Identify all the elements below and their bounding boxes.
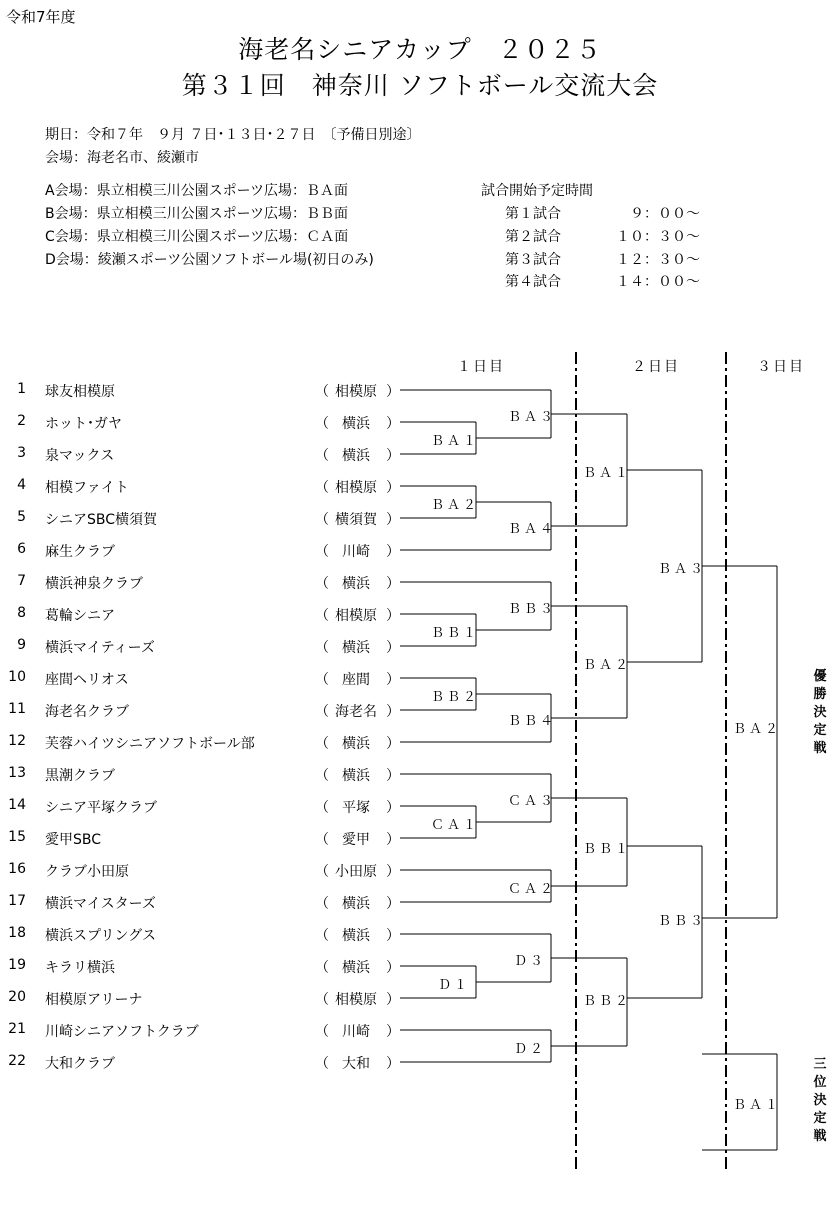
- team-number: 9: [17, 637, 26, 653]
- paren-open: （: [315, 512, 329, 528]
- team-area: 川崎: [342, 1024, 370, 1040]
- team-number: 19: [8, 957, 26, 973]
- court-b: B会場：県立相模三川公園スポーツ広場：ＢＢ面: [45, 206, 349, 222]
- team-number: 16: [8, 861, 26, 877]
- team-number: 10: [8, 669, 26, 685]
- team-number: 2: [17, 413, 26, 429]
- match-label: ＣＡ２: [508, 882, 557, 897]
- team-name: クラブ小田原: [45, 864, 129, 880]
- paren-close: ）: [386, 640, 400, 656]
- team-area: 愛甲: [342, 832, 370, 848]
- paren-close: ）: [386, 1024, 400, 1040]
- paren-open: （: [315, 672, 329, 688]
- team-area: 相模原: [335, 608, 377, 624]
- paren-close: ）: [386, 448, 400, 464]
- schedule-label: 第１試合: [505, 206, 561, 222]
- paren-open: （: [315, 384, 329, 400]
- schedule-label: 第３試合: [505, 252, 561, 268]
- team-name: キラリ横浜: [45, 960, 115, 976]
- paren-open: （: [315, 864, 329, 880]
- match-label: ＢＢ３: [508, 602, 557, 617]
- paren-open: （: [315, 544, 329, 560]
- schedule-time: １２：３０～: [616, 252, 700, 268]
- team-name: 葛輪シニア: [45, 608, 115, 624]
- paren-close: ）: [386, 672, 400, 688]
- paren-close: ）: [386, 608, 400, 624]
- court-d: D会場：綾瀬スポーツ公園ソフトボール場(初日のみ): [45, 252, 374, 268]
- team-name: 大和クラブ: [45, 1056, 115, 1072]
- dates-info: 期日：令和７年 ９月 ７日･１３日･２７日 〔予備日別途〕: [45, 127, 421, 143]
- team-name: 横浜神泉クラブ: [45, 576, 143, 592]
- match-label: ＢＢ２: [583, 994, 632, 1009]
- paren-close: ）: [386, 736, 400, 752]
- match-label: ＢＡ１: [583, 466, 632, 481]
- paren-open: （: [315, 992, 329, 1008]
- paren-close: ）: [386, 768, 400, 784]
- schedule-time: １４：００～: [616, 274, 700, 290]
- team-name: 芙蓉ハイツシニアソフトボール部: [45, 736, 255, 752]
- paren-close: ）: [386, 896, 400, 912]
- team-area: 横浜: [342, 896, 370, 912]
- schedule-label: 第２試合: [505, 229, 561, 245]
- paren-open: （: [315, 928, 329, 944]
- team-name: 相模ファイト: [45, 480, 129, 496]
- match-label: ＢＢ３: [658, 914, 707, 929]
- court-a: A会場：県立相模三川公園スポーツ広場：ＢＡ面: [45, 183, 349, 199]
- team-area: 横浜: [342, 416, 370, 432]
- page-title: 海老名シニアカップ ２０２５: [238, 35, 602, 64]
- team-name: 泉マックス: [45, 448, 115, 464]
- team-name: シニアSBC横須賀: [45, 512, 158, 528]
- match-label: ＢＢ１: [583, 842, 632, 857]
- team-name: 愛甲SBC: [45, 832, 102, 848]
- team-name: 麻生クラブ: [45, 544, 115, 560]
- team-number: 12: [8, 733, 26, 749]
- paren-close: ）: [386, 384, 400, 400]
- paren-close: ）: [386, 928, 400, 944]
- team-name: 横浜スプリングス: [45, 928, 157, 944]
- court-c: C会場：県立相模三川公園スポーツ広場：ＣＡ面: [45, 229, 349, 245]
- match-label: ＢＡ３: [658, 562, 707, 577]
- team-name: 黒潮クラブ: [45, 768, 115, 784]
- paren-close: ）: [386, 864, 400, 880]
- team-number: 6: [17, 541, 26, 557]
- paren-open: （: [315, 704, 329, 720]
- team-number: 13: [8, 765, 26, 781]
- team-area: 相模原: [335, 992, 377, 1008]
- team-name: 横浜マイティーズ: [45, 640, 155, 656]
- paren-open: （: [315, 1024, 329, 1040]
- paren-close: ）: [386, 704, 400, 720]
- paren-close: ）: [386, 416, 400, 432]
- team-number: 18: [8, 925, 26, 941]
- paren-open: （: [315, 448, 329, 464]
- match-label: ＢＡ３: [508, 410, 557, 425]
- match-label: ＣＡ３: [508, 794, 557, 809]
- venue-info: 会場：海老名市、綾瀬市: [45, 150, 199, 166]
- paren-open: （: [315, 800, 329, 816]
- paren-close: ）: [386, 1056, 400, 1072]
- team-name: ホット･ガヤ: [45, 416, 122, 432]
- team-area: 大和: [342, 1056, 370, 1072]
- team-area: 横須賀: [335, 512, 377, 528]
- era-label: 令和7年度: [6, 8, 76, 26]
- schedule-label: 第４試合: [505, 274, 561, 290]
- day2-header: ２日目: [632, 359, 680, 375]
- team-name: 海老名クラブ: [45, 704, 129, 720]
- match-label: ＢＡ２: [583, 658, 632, 673]
- team-number: 20: [8, 989, 26, 1005]
- paren-close: ）: [386, 576, 400, 592]
- final-label: 優勝決定戦: [813, 669, 827, 756]
- match-label: ＢＢ２: [431, 690, 480, 705]
- team-area: 横浜: [342, 960, 370, 976]
- paren-open: （: [315, 640, 329, 656]
- match-label: ＢＡ１: [733, 1098, 782, 1113]
- paren-open: （: [315, 832, 329, 848]
- paren-open: （: [315, 576, 329, 592]
- match-label: Ｄ１: [438, 978, 471, 993]
- team-number: 7: [17, 573, 26, 589]
- paren-close: ）: [386, 800, 400, 816]
- match-label: ＢＡ２: [733, 722, 782, 737]
- team-area: 相模原: [335, 384, 377, 400]
- paren-close: ）: [386, 960, 400, 976]
- match-label: ＣＡ１: [431, 818, 480, 833]
- team-number: 5: [17, 509, 26, 525]
- match-label: ＢＡ２: [431, 498, 480, 513]
- page-subtitle: 第３１回 神奈川 ソフトボール交流大会: [181, 71, 659, 100]
- team-area: 座間: [342, 672, 370, 688]
- paren-open: （: [315, 480, 329, 496]
- team-area: 横浜: [342, 928, 370, 944]
- paren-open: （: [315, 768, 329, 784]
- match-label: ＢＡ１: [431, 434, 480, 449]
- team-area: 横浜: [342, 640, 370, 656]
- day3-header: ３日目: [757, 359, 805, 375]
- paren-close: ）: [386, 512, 400, 528]
- paren-open: （: [315, 736, 329, 752]
- team-area: 相模原: [335, 480, 377, 496]
- paren-close: ）: [386, 992, 400, 1008]
- match-label: ＢＡ４: [508, 522, 557, 537]
- paren-close: ）: [386, 480, 400, 496]
- match-label: ＢＢ４: [508, 714, 557, 729]
- team-number: 22: [8, 1053, 26, 1069]
- team-number: 11: [8, 701, 26, 717]
- team-name: 相模原アリーナ: [45, 992, 143, 1008]
- team-name: 球友相模原: [45, 384, 115, 400]
- team-name: 横浜マイスターズ: [45, 896, 156, 912]
- team-area: 横浜: [342, 768, 370, 784]
- match-label: ＢＢ１: [431, 626, 480, 641]
- team-number: 4: [17, 477, 26, 493]
- team-area: 川崎: [342, 544, 370, 560]
- paren-close: ）: [386, 544, 400, 560]
- team-number: 14: [8, 797, 26, 813]
- team-area: 横浜: [342, 448, 370, 464]
- paren-close: ）: [386, 832, 400, 848]
- team-number: 1: [17, 381, 26, 397]
- team-number: 8: [17, 605, 26, 621]
- team-area: 平塚: [342, 800, 370, 816]
- team-name: 座間ヘリオス: [45, 672, 129, 688]
- team-name: 川崎シニアソフトクラブ: [45, 1024, 199, 1040]
- team-area: 海老名: [335, 704, 377, 720]
- paren-open: （: [315, 960, 329, 976]
- team-number: 15: [8, 829, 26, 845]
- team-area: 横浜: [342, 576, 370, 592]
- schedule-time: １０：３０～: [616, 229, 700, 245]
- day1-header: １日目: [457, 359, 505, 375]
- team-name: シニア平塚クラブ: [45, 800, 157, 816]
- paren-open: （: [315, 896, 329, 912]
- third-place-label: 三位決定戦: [813, 1057, 827, 1144]
- schedule-time: ９：００～: [630, 206, 700, 222]
- match-label: Ｄ３: [514, 954, 547, 969]
- team-number: 3: [17, 445, 26, 461]
- team-area: 横浜: [342, 736, 370, 752]
- schedule-title: 試合開始予定時間: [481, 183, 593, 199]
- team-number: 17: [8, 893, 26, 909]
- team-number: 21: [8, 1021, 26, 1037]
- paren-open: （: [315, 1056, 329, 1072]
- match-label: Ｄ２: [514, 1042, 547, 1057]
- team-area: 小田原: [335, 864, 377, 880]
- paren-open: （: [315, 608, 329, 624]
- paren-open: （: [315, 416, 329, 432]
